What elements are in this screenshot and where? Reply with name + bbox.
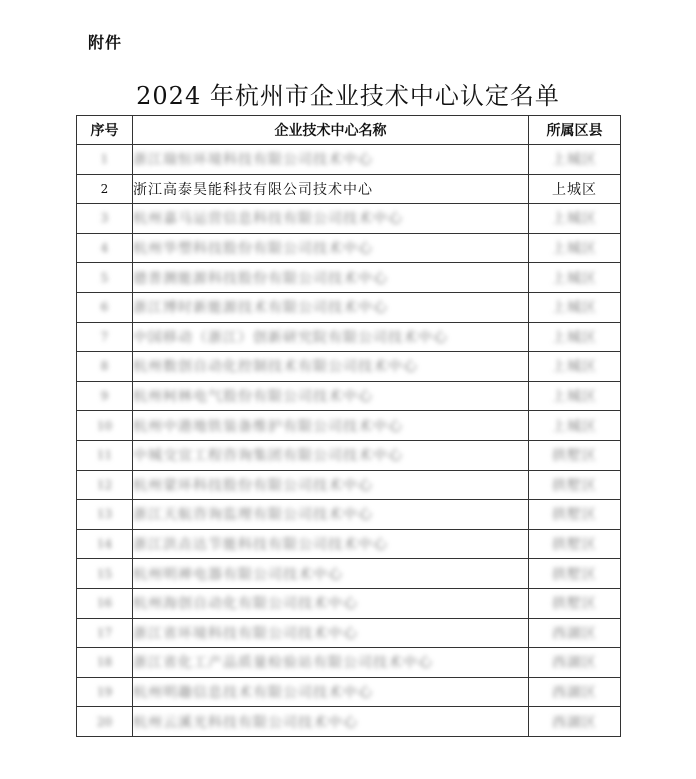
table-row <box>77 500 621 530</box>
row-enterprise-name <box>133 618 529 648</box>
table-row <box>77 352 621 382</box>
row-district-text: 上城区 <box>552 270 597 287</box>
row-district-text: 拱墅区 <box>552 537 597 554</box>
row-district-text: 拱墅区 <box>552 566 597 583</box>
table-row <box>77 322 621 352</box>
table-row <box>77 263 621 293</box>
row-district <box>529 588 621 618</box>
row-index <box>77 292 133 322</box>
row-index <box>77 529 133 559</box>
row-index-text: 20 <box>96 714 113 729</box>
column-header-district: 所属区县 <box>529 116 621 145</box>
row-district-text: 上城区 <box>552 300 597 317</box>
column-header-name: 企业技术中心名称 <box>133 116 529 145</box>
table-body <box>77 145 621 737</box>
row-enterprise-name-text: 浙江省环境科技有限公司技术中心 <box>133 625 358 642</box>
row-enterprise-name-text: 杭州数创自动化控制技术有限公司技术中心 <box>133 359 418 376</box>
row-enterprise-name <box>133 204 529 234</box>
row-index-text: 14 <box>96 537 113 552</box>
row-index <box>77 322 133 352</box>
row-district <box>529 559 621 589</box>
row-index-text: 6 <box>100 300 109 315</box>
row-index <box>77 233 133 263</box>
row-enterprise-name-text: 杭州明禅电器有限公司技术中心 <box>133 566 343 583</box>
row-index <box>77 174 133 204</box>
attachment-label: 附件 <box>88 33 123 52</box>
row-district <box>529 352 621 382</box>
row-index <box>77 352 133 382</box>
row-enterprise-name-text: 杭州嘉马运营信息科技有限公司技术中心 <box>133 211 403 228</box>
row-district-text: 上城区 <box>552 389 597 406</box>
row-enterprise-name <box>133 648 529 678</box>
row-enterprise-name <box>133 322 529 352</box>
row-index <box>77 263 133 293</box>
table-row <box>77 440 621 470</box>
row-enterprise-name-text: 浙江瑞恒环境科技有限公司技术中心 <box>133 152 373 169</box>
row-district-text: 上城区 <box>552 418 597 435</box>
row-index-text: 2 <box>100 181 109 196</box>
row-enterprise-name-text: 浙江博时新能源技术有限公司技术中心 <box>133 300 388 317</box>
row-enterprise-name <box>133 145 529 175</box>
row-district <box>529 677 621 707</box>
table-row <box>77 677 621 707</box>
row-index <box>77 470 133 500</box>
row-enterprise-name-text: 浙江洪垚达节能科技有限公司技术中心 <box>133 537 388 554</box>
row-index-text: 7 <box>100 329 109 344</box>
row-index-text: 19 <box>96 684 113 699</box>
row-index-text: 17 <box>96 625 113 640</box>
row-enterprise-name <box>133 233 529 263</box>
row-enterprise-name <box>133 174 529 204</box>
row-enterprise-name <box>133 500 529 530</box>
row-district-text: 上城区 <box>552 329 597 346</box>
table-row <box>77 559 621 589</box>
enterprise-list-table <box>76 115 621 737</box>
row-index-text: 9 <box>100 389 109 404</box>
row-enterprise-name <box>133 677 529 707</box>
row-district <box>529 648 621 678</box>
table-row <box>77 618 621 648</box>
row-enterprise-name-text: 杭州海创自动化有限公司技术中心 <box>133 596 358 613</box>
row-index-text: 8 <box>100 359 109 374</box>
row-enterprise-name <box>133 292 529 322</box>
row-district-text: 上城区 <box>552 181 597 198</box>
table-row <box>77 588 621 618</box>
row-district <box>529 204 621 234</box>
row-index-text: 10 <box>96 418 113 433</box>
column-header-index: 序号 <box>77 116 133 145</box>
row-index <box>77 500 133 530</box>
row-index <box>77 588 133 618</box>
row-index-text: 1 <box>100 152 109 167</box>
page-title: 2024 年杭州市企业技术中心认定名单 <box>136 82 560 110</box>
row-district-text: 西湖区 <box>552 655 597 672</box>
row-district-text: 拱墅区 <box>552 507 597 524</box>
row-index <box>77 707 133 737</box>
row-district-text: 拱墅区 <box>552 477 597 494</box>
row-index <box>77 381 133 411</box>
row-district-text: 拱墅区 <box>552 596 597 613</box>
row-index-text: 16 <box>96 596 113 611</box>
table-row <box>77 381 621 411</box>
table-row <box>77 204 621 234</box>
row-index-text: 11 <box>96 448 113 463</box>
row-district <box>529 707 621 737</box>
row-enterprise-name <box>133 440 529 470</box>
table-header-row <box>77 116 621 145</box>
row-district <box>529 618 621 648</box>
row-district <box>529 233 621 263</box>
table-row <box>77 145 621 175</box>
table-row <box>77 411 621 441</box>
row-district <box>529 411 621 441</box>
row-district <box>529 292 621 322</box>
row-district-text: 西湖区 <box>552 625 597 642</box>
row-enterprise-name-text: 杭州明趣信息技术有限公司技术中心 <box>133 684 373 701</box>
row-enterprise-name-text: 杭州蒙环科技股份有限公司技术中心 <box>133 477 373 494</box>
row-district-text: 上城区 <box>552 359 597 376</box>
row-district <box>529 322 621 352</box>
row-district <box>529 263 621 293</box>
row-enterprise-name-text: 德普测能源科技股份有限公司技术中心 <box>133 270 388 287</box>
row-district <box>529 174 621 204</box>
row-enterprise-name <box>133 381 529 411</box>
row-index <box>77 204 133 234</box>
row-enterprise-name-text: 杭州柯林电气股份有限公司技术中心 <box>133 389 373 406</box>
row-enterprise-name-text: 杭州云溪光科技有限公司技术中心 <box>133 714 358 731</box>
row-enterprise-name-text: 杭州华塑科技股份有限公司技术中心 <box>133 241 373 258</box>
table-row <box>77 707 621 737</box>
row-index-text: 5 <box>100 270 109 285</box>
row-index <box>77 559 133 589</box>
row-enterprise-name <box>133 529 529 559</box>
row-district <box>529 381 621 411</box>
table-row <box>77 529 621 559</box>
row-index-text: 13 <box>96 507 113 522</box>
row-index-text: 4 <box>100 241 109 256</box>
row-enterprise-name <box>133 559 529 589</box>
row-index-text: 18 <box>96 655 113 670</box>
row-index <box>77 677 133 707</box>
row-enterprise-name-text: 浙江天航咨询监理有限公司技术中心 <box>133 507 373 524</box>
row-enterprise-name <box>133 588 529 618</box>
row-district-text: 西湖区 <box>552 684 597 701</box>
row-district <box>529 440 621 470</box>
row-district-text: 上城区 <box>552 152 597 169</box>
row-index <box>77 440 133 470</box>
row-index <box>77 618 133 648</box>
row-index <box>77 145 133 175</box>
table-row <box>77 292 621 322</box>
row-index-text: 15 <box>96 566 113 581</box>
row-district <box>529 500 621 530</box>
row-district-text: 西湖区 <box>552 714 597 731</box>
table-row <box>77 174 621 204</box>
row-enterprise-name <box>133 707 529 737</box>
table-row <box>77 470 621 500</box>
row-district-text: 上城区 <box>552 211 597 228</box>
row-index-text: 3 <box>100 211 109 226</box>
row-enterprise-name-text: 浙江省化工产品质量检验站有限公司技术中心 <box>133 655 433 672</box>
row-enterprise-name-text: 中城交宜工程咨询集团有限公司技术中心 <box>133 448 403 465</box>
row-enterprise-name <box>133 470 529 500</box>
row-enterprise-name-text: 中国移动（浙江）创新研究院有限公司技术中心 <box>133 329 448 346</box>
row-index <box>77 648 133 678</box>
row-district <box>529 470 621 500</box>
row-index-text: 12 <box>96 477 113 492</box>
row-enterprise-name <box>133 411 529 441</box>
row-district-text: 拱墅区 <box>552 448 597 465</box>
row-enterprise-name-text: 浙江高泰昊能科技有限公司技术中心 <box>133 181 373 198</box>
table-row <box>77 648 621 678</box>
row-enterprise-name <box>133 263 529 293</box>
table-row <box>77 233 621 263</box>
row-district <box>529 145 621 175</box>
row-enterprise-name <box>133 352 529 382</box>
row-enterprise-name-text: 杭州中港地铁装备维护有限公司技术中心 <box>133 418 403 435</box>
row-district-text: 上城区 <box>552 241 597 258</box>
row-district <box>529 529 621 559</box>
row-index <box>77 411 133 441</box>
